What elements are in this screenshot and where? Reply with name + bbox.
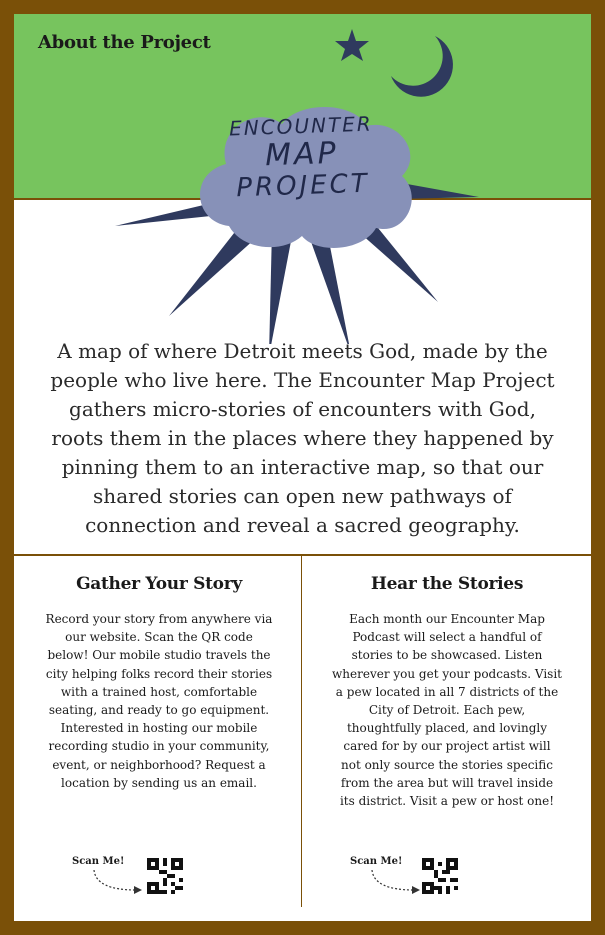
logo-line-encounter: ENCOUNTER (228, 111, 374, 141)
column-divider (301, 555, 302, 907)
logo-line-project: PROJECT (235, 168, 371, 204)
hear-body: Each month our Encounter Map Podcast will select a handful of stories to be showcased. Listen wherever you get your podcasts. Visit a pew located in all 7 districts of the City of Detroit. Each pew, thoughtfully placed, and lovingly cared for by our project artist will not only source the stories specific from the area but will travel inside its district. Visit a pew or host one! (332, 612, 562, 809)
qr-code-icon[interactable] (422, 858, 458, 894)
arrow-icon (90, 866, 146, 896)
arrow-icon (368, 866, 424, 896)
section-divider (14, 554, 591, 556)
intro-paragraph: A map of where Detroit meets God, made by the people who live here. The Encounter Map Project gathers micro-stories of encounters with God, roots them in the places where they happened by pinning them to an interactive map, so that our shared stories can open new pathways of connection and reveal a sacred geography. (50, 339, 555, 537)
logo-text (211, 111, 394, 203)
gather-column (24, 562, 294, 792)
star-icon (335, 29, 369, 61)
qr-code-icon[interactable] (147, 858, 183, 894)
poster (14, 14, 591, 921)
gather-title: Gather Your Story (76, 574, 242, 594)
scan-me-label-left: Scan Me! (72, 856, 125, 867)
hear-title: Hear the Stories (370, 574, 524, 594)
about-title: About the Project (38, 32, 211, 53)
logo-line-map: MAP (264, 135, 340, 174)
gather-body: Record your story from anywhere via our website. Scan the QR code below! Our mobile studio travels the city helping folks record their stories with a trained host, comfortable seating, and ready to go equipment. Interested in hosting our mobile recording studio in your community, event, or neighborhood? Request a location by sending us an email. (45, 612, 273, 790)
moon-icon (391, 36, 453, 97)
hear-column (312, 562, 582, 810)
scan-me-label-right: Scan Me! (350, 856, 403, 867)
